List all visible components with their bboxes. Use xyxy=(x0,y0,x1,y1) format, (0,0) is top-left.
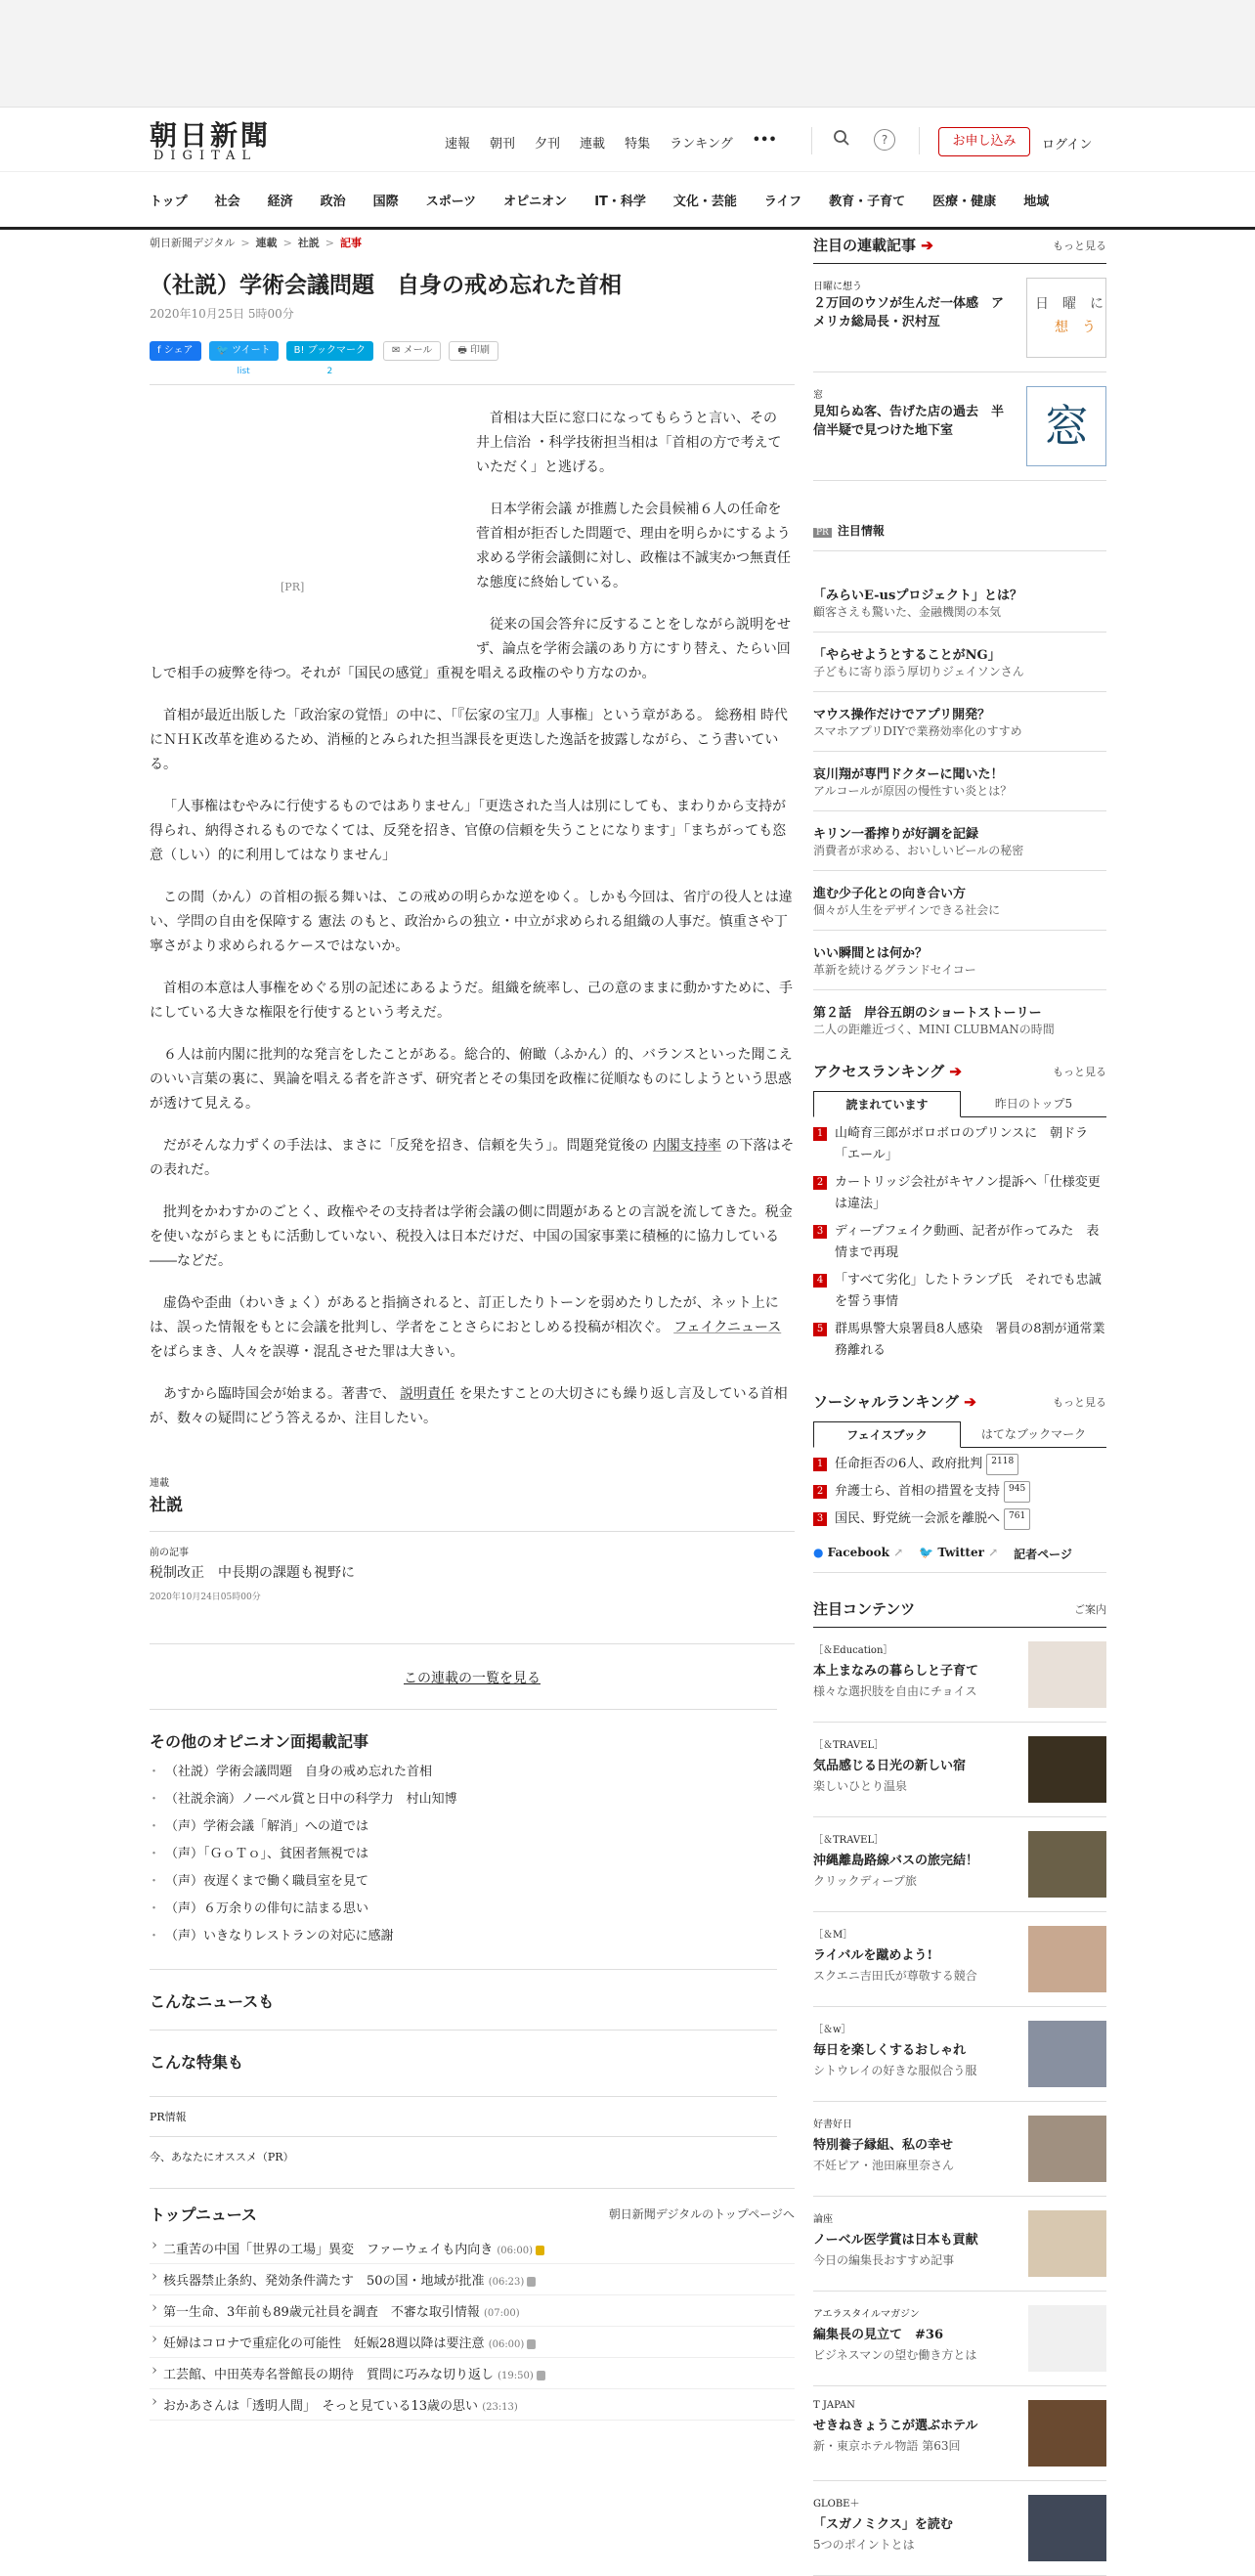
category-economy[interactable]: 経済 xyxy=(267,194,293,209)
content-item[interactable]: アエラスタイルマガジン 編集長の見立て #36 ビジネスマンの望む働き方とは xyxy=(813,2292,1106,2386)
next-article-empty xyxy=(482,1544,795,1602)
special-block: こんな特集も xyxy=(150,2030,777,2090)
sidebar xyxy=(813,235,1106,2576)
content-thumbnail xyxy=(1028,2116,1106,2182)
nav-evening[interactable]: 夕刊 xyxy=(535,137,561,152)
breadcrumb-home[interactable]: 朝日新聞デジタル xyxy=(150,237,236,249)
content-item[interactable]: ［＆TRAVEL］ 沖縄離島路線バスの旅完結！ クリックディープ旅 xyxy=(813,1817,1106,1912)
paragraph: 首相の本意は人事権をめぐる別の記述にあるようだ。組織を統率し、己の意のままに動かすために、手にしている大きな権限を行使するという考えだ。 xyxy=(150,981,793,1021)
pr-tag: PR xyxy=(813,528,832,538)
series-info xyxy=(150,1474,795,1515)
share-count-badge: 761 xyxy=(1004,1508,1030,1530)
list-item[interactable]: ・ （声）学術会議「解消」への道では xyxy=(150,1815,777,1834)
content-item[interactable]: ［＆TRAVEL］ 気品感じる日光の新しい宿 楽しいひとり温泉 xyxy=(813,1723,1106,1817)
series-list-link[interactable]: この連載の一覧を見る xyxy=(404,1671,541,1686)
content-thumbnail xyxy=(1028,2210,1106,2277)
search-icon[interactable] xyxy=(831,129,852,151)
keyword-link[interactable]: 説明責任 xyxy=(400,1386,455,1402)
category-health[interactable]: 医療・健康 xyxy=(932,194,997,209)
lock-icon xyxy=(527,2339,536,2349)
other-opinion-section xyxy=(150,1709,777,1943)
pr-ad-slot xyxy=(150,407,472,641)
tab-most-read[interactable]: 読まれています xyxy=(813,1091,961,1117)
content-thumbnail xyxy=(1028,1736,1106,1803)
content-item[interactable]: ［＆Education］ 本上まなみの暮らしと子育て 様々な選択肢を自由にチョイス xyxy=(813,1628,1106,1723)
paragraph: 批判をかわすかのごとく、政権やその支持者は学術会議の側に問題があるとの言説を流してきた。税金を使いながらまともに活動していない、税投入は日本だけだ、中国の国家事業に積極的に協力している――などだ。 xyxy=(150,1204,793,1269)
section-heading: 注目の連載記事 xyxy=(813,237,917,254)
nav-series[interactable]: 連載 xyxy=(580,137,606,152)
column-thumbnail: 窓 xyxy=(1026,386,1106,466)
arrow-right-icon: ➔ xyxy=(964,1393,976,1411)
breadcrumb-series[interactable]: 連載 xyxy=(255,237,278,249)
breadcrumb: 朝日新聞デジタル > 連載 > 社説 > 記事 xyxy=(150,237,362,249)
section-heading: 注目コンテンツ xyxy=(813,1600,916,1618)
category-society[interactable]: 社会 xyxy=(214,194,240,209)
paragraph: 首相が最近出版した「政治家の覚悟」の中に、「『伝家の宝刀』人事権」という章がある。 総務相 時代にＮＨＫ改革を進めるため、消極的とみられた担当課長を更迭した逸話を披露しながら、こう書いている。 xyxy=(150,708,788,772)
tab-hatena[interactable]: はてなブックマーク xyxy=(980,1427,1087,1441)
content-thumbnail xyxy=(1028,2305,1106,2372)
arrow-right-icon: ➔ xyxy=(921,237,933,254)
logo-text: 朝日新聞 xyxy=(150,119,272,152)
reporter-page-link[interactable]: 記者ページ xyxy=(1014,1548,1072,1561)
category-education[interactable]: 教育・子育て xyxy=(829,194,906,209)
section-heading: トップニュース xyxy=(150,2205,257,2224)
contents-list xyxy=(813,1628,1106,2576)
breadcrumb-current: 記事 xyxy=(340,237,362,249)
article-column xyxy=(150,235,795,2421)
category-culture[interactable]: 文化・芸能 xyxy=(672,194,737,209)
tab-yesterday-top5[interactable]: 昨日のトップ5 xyxy=(994,1097,1073,1111)
tweet-count[interactable]: list xyxy=(237,367,250,376)
featured-item[interactable]: 窓 見知らぬ客、告げた店の過去 半信半疑で見つけた地下室 窓 xyxy=(813,372,1106,481)
nav-breaking[interactable]: 速報 xyxy=(445,137,471,152)
ranking-item[interactable]: 1 山崎育三郎がボロボロのプリンスに 朝ドラ「エール」 xyxy=(813,1123,1106,1166)
content-thumbnail xyxy=(1028,2400,1106,2467)
news-item[interactable]: › 妊婦はコロナで重症化の可能性 妊娠28週以降は要注意 (06:00) xyxy=(150,2327,795,2358)
top-page-link[interactable]: 朝日新聞デジタルのトップページへ xyxy=(608,2207,795,2221)
help-icon[interactable]: ? xyxy=(874,129,895,151)
keyword-link[interactable]: 内閣支持率 xyxy=(652,1138,721,1154)
featured-series-header xyxy=(813,235,1106,264)
tab-facebook[interactable]: フェイスブック xyxy=(813,1421,961,1448)
featured-contents-header xyxy=(813,1598,1106,1628)
social-ranking-header xyxy=(813,1391,1106,1412)
paragraph: ６人は前内閣に批判的な発言をしたことがある。総合的、俯瞰（ふかん）的、バランスといった聞こえのいい言葉の裏に、異論を唱える者を許さず、研究者とその集団を政権に従順なものにしようという思惑が透けて見える。 xyxy=(150,1047,793,1112)
facebook-link[interactable]: ● Facebook ↗ xyxy=(813,1546,904,1559)
more-icon[interactable]: ••• xyxy=(752,133,777,148)
news-item[interactable]: › 核兵器禁止条約、発効条件満たす 50の国・地域が批准 (06:23) xyxy=(150,2264,795,2295)
prev-next-articles xyxy=(150,1531,795,1602)
twitter-icon: 🐦 xyxy=(919,1546,934,1559)
featured-item[interactable]: 日曜に想う ２万回のウソが生んだ一体感 アメリカ総局長・沢村亙 日 曜 に 想 う xyxy=(813,264,1106,372)
news-item[interactable]: › 第一生命、3年前も89歳元社員を調査 不審な取引情報 (07:00) xyxy=(150,2295,795,2327)
top-news-section xyxy=(150,2188,795,2421)
logo-subtext: DIGITAL xyxy=(153,149,258,163)
facebook-share-button[interactable]: f シェア xyxy=(150,341,201,361)
nav-morning[interactable]: 朝刊 xyxy=(490,137,516,152)
list-item[interactable]: ・ （声）夜遅くまで働く職員室を見て xyxy=(150,1870,777,1889)
pr-item[interactable]: キリン一番搾りが好調を記録 消費者が求める、おいしいビールの秘密 xyxy=(813,811,1106,871)
content-item[interactable]: 好書好日 特別養子縁組、私の幸せ 不妊ピア・池田麻里奈さん xyxy=(813,2102,1106,2197)
section-heading: アクセスランキング xyxy=(813,1063,945,1080)
content-thumbnail xyxy=(1028,1641,1106,1708)
social-links xyxy=(813,1546,1106,1573)
content-item[interactable]: 論座 ノーベル医学賞は日本も貢献 今日の編集長おすすめ記事 xyxy=(813,2197,1106,2292)
more-link[interactable]: もっと見る xyxy=(1053,1065,1106,1078)
access-ranking-tabs xyxy=(813,1091,1106,1117)
ranking-item[interactable]: 2 カートリッジ会社がキヤノン提訴へ「仕様変更は違法」 xyxy=(813,1172,1106,1215)
series-name[interactable]: 社説 xyxy=(150,1496,183,1515)
breadcrumb-editorial[interactable]: 社説 xyxy=(297,237,320,249)
content-item[interactable]: GLOBE＋ 「スガノミクス」を読む 5つのポイントとは xyxy=(813,2481,1106,2576)
news-item[interactable]: › おかあさんは「透明人間」 そっと見ている13歳の思い (23:13) xyxy=(150,2389,795,2421)
paragraph: 日本学術会議 が推薦した会員候補６人の任命を菅首相が拒否した問題で、理由を明らかにするよう求める学術会議側に対し、政権は不誠実かつ無責任な態度に終始している。 xyxy=(476,502,791,590)
keyword-link[interactable]: フェイクニュース xyxy=(673,1320,782,1335)
content-thumbnail xyxy=(1028,1831,1106,1898)
category-sports[interactable]: スポーツ xyxy=(425,194,477,209)
guide-link[interactable]: ご案内 xyxy=(1074,1602,1106,1616)
more-link[interactable]: もっと見る xyxy=(1053,239,1106,252)
more-link[interactable]: もっと見る xyxy=(1053,1395,1106,1409)
lock-icon xyxy=(537,2371,545,2380)
facebook-icon: ● xyxy=(813,1546,824,1559)
pr-info-section: PR 注目情報 「みらいE-usプロジェクト」とは？ 顧客さえも驚いた、金融機関の本気 「やらせようとすることがNG」 子どもに寄り添う厚切りジェイソンさん マウス操作だけでアプリ開発？ スマホアプリDIYで業務効率化のすすめ 哀川翔が専門ドクターに聞いた！ アルコールが原因の慢性すい炎とは？ キリン一番搾りが好調を記録 消費者が求める、おいしいビールの秘密 進む少子化との向き合い方 個々が人生をデザインできる社会に いい瞬間とは何か？ 革新を続けるグランドセイコー 第２話 岸谷五朗のショートストーリー 二人の距離近づく、MINI CLUBMANの時間 xyxy=(813,514,1106,1049)
share-count-badge: 945 xyxy=(1004,1481,1030,1503)
news-item[interactable]: › 工芸館、中田英寿名誉館長の期待 質問に巧みな切り返し (19:50) xyxy=(150,2358,795,2389)
series-label: 連載 xyxy=(150,1478,169,1489)
divider xyxy=(150,1643,795,1644)
category-it-science[interactable]: IT・科学 xyxy=(594,194,646,209)
share-count-badge: 2118 xyxy=(986,1454,1018,1475)
mail-button[interactable]: ✉ メール xyxy=(383,341,441,361)
ranking-item[interactable]: 5 群馬県警大泉署員8人感染 署員の8割が通常業務離れる xyxy=(813,1319,1106,1362)
share-bar xyxy=(150,341,795,385)
category-top[interactable]: トップ xyxy=(150,194,188,209)
category-politics[interactable]: 政治 xyxy=(320,194,346,209)
pr-item[interactable]: 哀川翔が専門ドクターに聞いた！ アルコールが原因の慢性すい炎とは？ xyxy=(813,752,1106,811)
access-ranking-header xyxy=(813,1061,1106,1081)
subscribe-button[interactable]: お申し込み xyxy=(938,127,1030,156)
prev-article[interactable]: 前の記事 税制改正 中長期の課題も視野に 2020年10月24日05時00分 xyxy=(150,1544,462,1602)
nav-ranking[interactable]: ランキング xyxy=(670,137,733,152)
pr-info-label: PR情報 xyxy=(150,2096,777,2136)
list-item[interactable]: ・ （社説）学術会議問題 自身の戒め忘れた首相 xyxy=(150,1761,777,1779)
pr-label: [PR] xyxy=(281,581,305,593)
list-item[interactable]: ・ （声）６万余りの俳句に詰まる思い xyxy=(150,1898,777,1916)
divider xyxy=(919,127,920,154)
news-block: こんなニュースも xyxy=(150,1969,777,2030)
twitter-link[interactable]: 🐦 Twitter ↗ xyxy=(919,1546,999,1559)
site-header xyxy=(0,108,1255,171)
paragraph: 従来の国会答弁に反することをしながら説明をせず、論点を学術会議のあり方にすり替え、たらい回しで相手の疲弊を待つ。それが「国民の感覚」重視を唱える政権のやり方なのか。 xyxy=(150,617,791,681)
paragraph: この間（かん）の首相の振る舞いは、この戒めの明らかな逆をゆく。しかも今回は、省庁の役人とは違い、学問の自由を保障する 憲法 のもと、政治からの独立・中立が求められる組織の人事だ。慎重さや丁寧さがより求められるケースではないか。 xyxy=(150,890,793,954)
pr-item[interactable]: いい瞬間とは何か？ 革新を続けるグランドセイコー xyxy=(813,931,1106,990)
content-item[interactable]: ［＆w］ 毎日を楽しくするおしゃれ シトウレイの好きな服似合う服 xyxy=(813,2007,1106,2102)
article-body xyxy=(150,407,795,1431)
section-heading: ソーシャルランキング xyxy=(813,1393,959,1411)
prev-article-title[interactable]: 税制改正 中長期の課題も視野に xyxy=(150,1565,355,1581)
paragraph: 虚偽や歪曲（わいきょく）があると指摘されると、訂正したりトーンを弱めたりしたが、ネット上には、誤った情報をもとに会議を批判し、学者をことさらにおとしめる投稿が相次ぐ。 フェイクニュース をばらまき、人々を誤導・混乱させた罪は大きい。 xyxy=(150,1295,782,1360)
ranking-item[interactable]: 2 弁護士ら、首相の措置を支持 945 xyxy=(813,1481,1106,1503)
bookmark-count[interactable]: 2 xyxy=(326,367,333,376)
lock-icon xyxy=(536,2246,544,2255)
paragraph: だがそんな力ずくの手法は、まさに「反発を招き、信頼を失う」。問題発覚後の 内閣支持率 の下落はその表れだ。 xyxy=(150,1138,795,1178)
pr-item[interactable]: 進む少子化との向き合い方 個々が人生をデザインできる社会に xyxy=(813,871,1106,931)
external-link-icon: ↗ xyxy=(988,1546,999,1559)
hatena-bookmark-button[interactable]: B! ブックマーク 2 xyxy=(286,341,373,361)
list-item[interactable]: ・ （声）いきなりレストランの対応に感謝 xyxy=(150,1925,777,1943)
tweet-button[interactable]: 🐦 ツイート list xyxy=(209,341,279,361)
divider xyxy=(811,127,812,154)
external-link-icon: ↗ xyxy=(893,1546,904,1559)
ranking-item[interactable]: 4 「すべて劣化」したトランプ氏 それでも忠誠を誓う事情 xyxy=(813,1270,1106,1313)
recommend-label: 今、あなたにオススメ（PR） xyxy=(150,2136,777,2188)
pr-item[interactable]: 第２話 岸谷五朗のショートストーリー 二人の距離近づく、MINI CLUBMANの時間 xyxy=(813,1006,1055,1036)
main-nav xyxy=(445,133,797,152)
asahi-logo[interactable] xyxy=(150,121,271,163)
category-opinion[interactable]: オピニオン xyxy=(503,194,568,209)
category-international[interactable]: 国際 xyxy=(372,194,399,209)
category-local[interactable]: 地域 xyxy=(1023,194,1050,209)
content-item[interactable]: ［＆M］ ライバルを蹴めよう! スクエニ吉田氏が尊敬する競合 xyxy=(813,1912,1106,2007)
content-thumbnail xyxy=(1028,2495,1106,2561)
paragraph: 「人事権はむやみに行使するものではありません」「更迭された当人は別にしても、まわりから支持が得られ、納得されるものでなくては、反発を招き、官僚の信頼を失うことになります」「まちがっても恣意（しい）的に利用してはなりません」 xyxy=(150,799,787,863)
paragraph: 首相は大臣に窓口になってもらうと言い、その 井上信治 ・科学技術担当相は「首相の方で考えていただく」と逃げる。 xyxy=(476,411,782,475)
login-link[interactable]: ログイン xyxy=(1042,138,1093,153)
ranking-item[interactable]: 1 任命拒否の6人、政府批判 2118 xyxy=(813,1454,1106,1475)
print-button[interactable]: 🖶 印刷 xyxy=(449,341,498,361)
nav-special[interactable]: 特集 xyxy=(625,137,651,152)
category-nav xyxy=(0,171,1255,230)
article-date: 2020年10月25日 5時00分 xyxy=(150,307,294,321)
column-thumbnail: 日 曜 に 想 う xyxy=(1026,278,1106,358)
section-heading: その他のオピニオン面掲載記事 xyxy=(150,1732,369,1751)
arrow-right-icon: ➔ xyxy=(949,1063,962,1080)
pr-item[interactable]: 「やらせようとすることがNG」 子どもに寄り添う厚切りジェイソンさん xyxy=(813,633,1106,692)
content-thumbnail xyxy=(1028,1926,1106,1992)
article-title: （社説）学術会議問題 自身の戒め忘れた首相 xyxy=(150,272,622,298)
pr-item[interactable]: 「みらいE-usプロジェクト」とは？ 顧客さえも驚いた、金融機関の本気 xyxy=(813,573,1106,633)
social-ranking-tabs xyxy=(813,1421,1106,1448)
news-item[interactable]: › 二重苦の中国「世界の工場」異変 ファーウェイも内向き (06:00) xyxy=(150,2233,795,2264)
paragraph: あすから臨時国会が始まる。著書で、 説明責任 を果たすことの大切さにも繰り返し言及している首相が、数々の疑問にどう答えるか、注目したい。 xyxy=(150,1386,788,1426)
category-life[interactable]: ライフ xyxy=(763,194,802,209)
top-ad-banner xyxy=(0,0,1255,108)
content-item[interactable]: T JAPAN せきねきょうこが選ぶホテル 新・東京ホテル物語 第63回 xyxy=(813,2386,1106,2481)
ranking-item[interactable]: 3 国民、野党統一会派を離脱へ 761 xyxy=(813,1508,1106,1530)
lock-icon xyxy=(527,2277,536,2287)
list-item[interactable]: ・ （声）「ＧｏＴｏ」、貧困者無視では xyxy=(150,1843,777,1861)
list-item[interactable]: ・ （社説余滴）ノーベル賞と日中の科学力 村山知博 xyxy=(150,1788,777,1807)
pr-item[interactable]: マウス操作だけでアプリ開発？ スマホアプリDIYで業務効率化のすすめ xyxy=(813,692,1106,752)
content-thumbnail xyxy=(1028,2021,1106,2087)
ranking-item[interactable]: 3 ディープフェイク動画、記者が作ってみた 表情まで再現 xyxy=(813,1221,1106,1264)
